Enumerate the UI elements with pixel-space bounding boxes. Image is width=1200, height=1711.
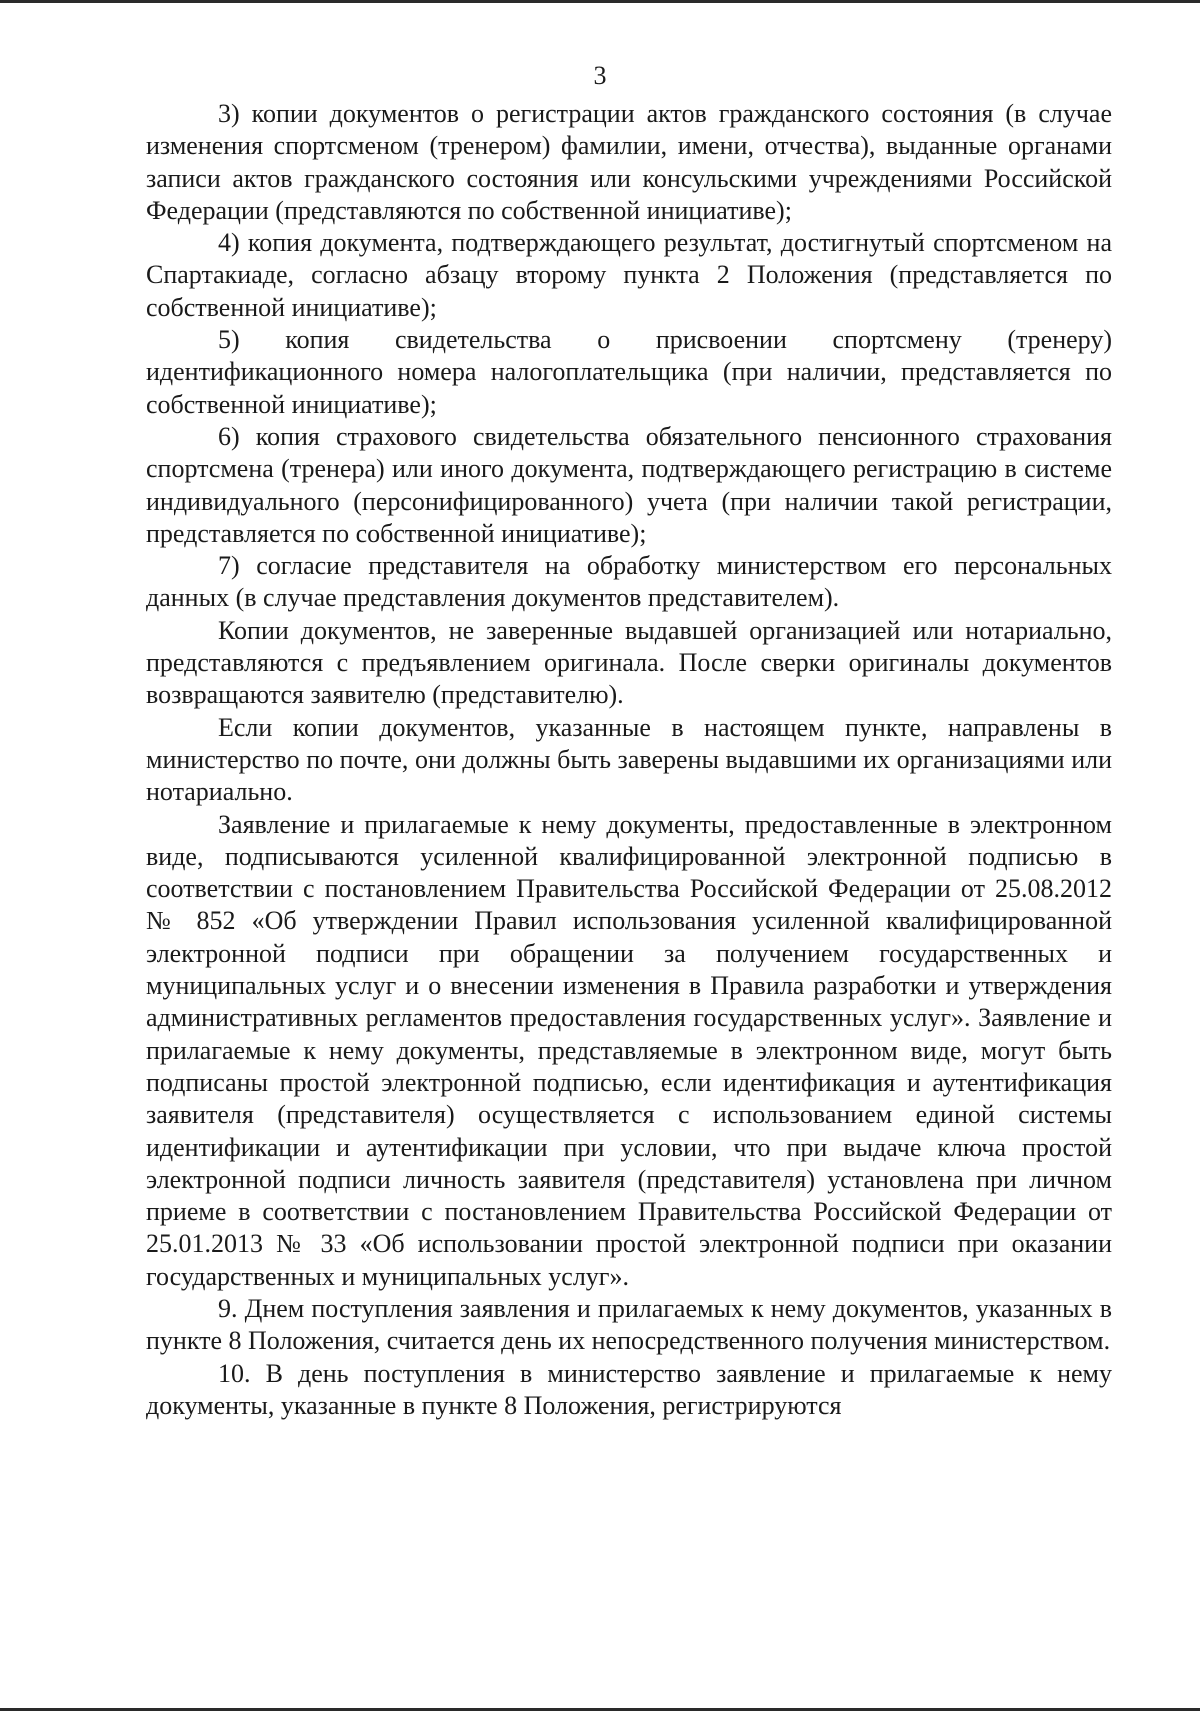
paragraph-item-3: 3) копии документов о регистрации актов гражданского состояния (в случае изменения спортсменом (тренером) фамилии, имени, отчества), выданные органами записи актов гражданского состояния или консульскими учреждениями Российской Федерации (представляются по собственной инициативе); — [146, 99, 1112, 225]
paragraph-item-6: 6) копия страхового свидетельства обязательного пенсионного страхования спортсмена (тренера) или иного документа, подтверждающего регистрацию в системе индивидуального (персонифицированного) учета (при наличии такой регистрации, представляется по собственной инициативе); — [146, 421, 1112, 548]
top-scan-edge — [0, 0, 1200, 3]
paragraph-item-7: 7) согласие представителя на обработку министерством его персональных данных (в случае представления документов представителем). — [146, 551, 1112, 613]
paragraph-item-4: 4) копия документа, подтверждающего результат, достигнутый спортсменом на Спартакиаде, согласно абзацу второму пункта 2 Положения (представляется по собственной инициативе); — [146, 228, 1112, 322]
paragraph-clause-10: 10. В день поступления в министерство заявление и прилагаемые к нему документы, указанные в пункте 8 Положения, регистрируются — [146, 1358, 1112, 1420]
paragraph-clause-9: 9. Днем поступления заявления и прилагаемых к нему документов, указанных в пункте 8 Положения, считается день их непосредственного получения министерством. — [146, 1293, 1112, 1356]
paragraph-item-5: 5) копия свидетельства о присвоении спортсмену (тренеру) идентификационного номера налогоплательщика (при наличии, представляется по собственной инициативе); — [146, 325, 1112, 419]
paragraph-postal-copies: Если копии документов, указанные в настоящем пункте, направлены в министерство по почте, они должны быть заверены выдавшими их организациями или нотариально. — [146, 712, 1112, 807]
page-number: 3 — [593, 61, 607, 90]
paragraph-electronic-signature: Заявление и прилагаемые к нему документы, предоставленные в электронном виде, подписываются усиленной квалифицированной электронной подписью в соответствии с постановлением Правительства Российской Федерации от 25.08.2012 № 852 «Об утверждении Правил использования усиленной квалифицированной электронной подписи при обращении за получением государственных и муниципальных услуг и о внесении изменения в Правила разработки и утверждения административных регламентов предоставления государственных услуг». Заявление и прилагаемые к нему документы, представляемые в электронном виде, могут быть подписаны простой электронной подписью, если идентификация и аутентификация заявителя (представителя) осуществляется с использованием единой системы идентификации и аутентификации при условии, что при выдаче ключа простой электронной подписи личность заявителя (представителя) установлена при личном приеме в соответствии с постановлением Правительства Российской Федерации от 25.01.2013 № 33 «Об использовании простой электронной подписи при оказании государственных и муниципальных услуг». — [146, 809, 1112, 1291]
document-body — [146, 98, 1112, 1422]
paragraph-copies-certification: Копии документов, не заверенные выдавшей организацией или нотариально, представляются с предъявлением оригинала. После сверки оригиналы документов возвращаются заявителю (представителю). — [146, 615, 1112, 710]
